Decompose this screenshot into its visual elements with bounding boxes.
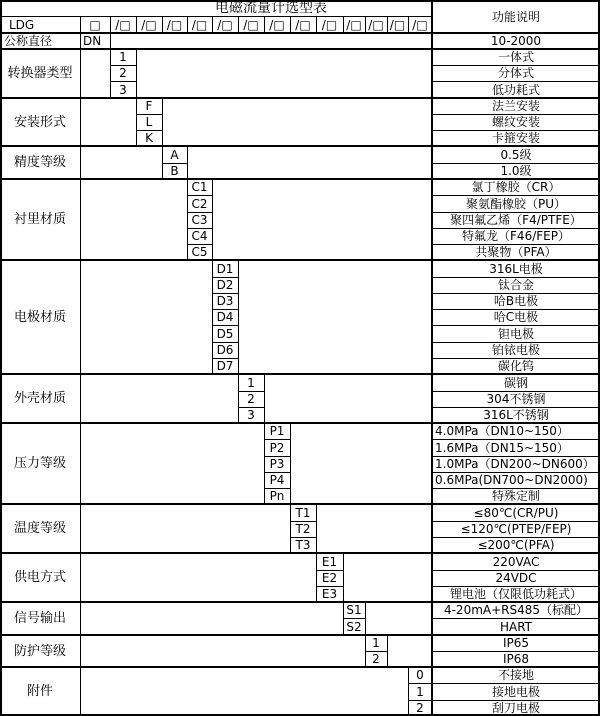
code-box-divider	[136, 114, 162, 115]
option-desc: 螺纹安装	[491, 115, 540, 129]
desc-divider	[432, 586, 600, 587]
model-slot: /□	[141, 17, 157, 32]
option-code: 3	[119, 82, 127, 97]
model-slot: /□	[191, 17, 208, 32]
option-code: 1	[247, 375, 255, 390]
option-desc: 一体式	[497, 50, 534, 64]
option-desc: 0.6MPa(DN700~DN2000)	[435, 473, 588, 487]
option-desc: 碳化钨	[497, 359, 534, 373]
code-box-right-line	[238, 260, 239, 374]
option-desc: 刮刀电极	[491, 701, 540, 715]
code-box-divider	[238, 391, 264, 392]
option-desc: 316L电极	[489, 261, 543, 276]
option-code: E1	[321, 554, 338, 569]
model-slot: /□	[412, 17, 428, 32]
code-box-divider	[212, 293, 238, 294]
option-code: D4	[216, 310, 234, 324]
option-code: T1	[295, 505, 311, 520]
code-box-divider	[162, 163, 187, 164]
model-prefix: LDG	[9, 17, 35, 32]
desc-divider	[432, 358, 600, 359]
desc-divider	[432, 488, 600, 489]
code-box-right-line	[162, 98, 163, 146]
option-desc: ≤80℃(CR/PU)	[473, 505, 559, 520]
option-desc: IP65	[502, 636, 530, 650]
desc-divider	[432, 391, 600, 392]
code-box-right-line	[316, 504, 317, 553]
option-desc: 1.0MPa（DN200~DN600）	[435, 457, 595, 471]
option-desc: 法兰安装	[491, 99, 540, 113]
desc-divider	[432, 325, 600, 326]
code-box-divider	[212, 342, 238, 343]
model-slot: /□	[389, 17, 406, 32]
option-code: C5	[191, 245, 208, 259]
section-label: 外壳材质	[13, 391, 66, 406]
option-desc: 220VAC	[492, 554, 540, 569]
option-code: C2	[191, 196, 208, 211]
section-label: 转换器类型	[7, 66, 73, 81]
option-desc: 氯丁橡胶（CR）	[471, 180, 561, 194]
option-code: D5	[216, 326, 234, 341]
slot-divider	[316, 16, 317, 33]
code-box-divider	[316, 586, 343, 587]
code-box-divider	[316, 570, 343, 571]
model-slot: /□	[321, 17, 338, 32]
section-label: 温度等级	[13, 521, 66, 536]
option-code: C3	[191, 213, 208, 227]
table-title: 电磁流量计选型表	[215, 0, 327, 16]
option-code: 2	[372, 652, 380, 666]
option-code: P2	[269, 440, 285, 455]
option-code: C4	[191, 229, 208, 243]
desc-divider	[432, 114, 600, 115]
option-code: 0	[416, 668, 424, 682]
diameter-desc: 10-2000	[490, 34, 542, 48]
code-box-divider	[365, 651, 387, 652]
model-slot: /□	[115, 17, 131, 32]
model-slot: /□	[295, 17, 311, 32]
code-box-divider	[110, 81, 136, 82]
desc-divider	[432, 130, 600, 131]
option-code: 2	[247, 392, 255, 406]
code-box-divider	[264, 472, 290, 473]
code-box-right-line	[343, 553, 344, 602]
desc-divider	[432, 521, 600, 522]
function-header: 功能说明	[491, 9, 540, 24]
option-desc: 1.0级	[500, 164, 532, 178]
option-code: F	[145, 99, 153, 113]
option-desc: 0.5级	[500, 147, 532, 162]
option-code: C1	[191, 180, 208, 194]
option-code: Pn	[269, 489, 285, 503]
option-desc: 哈C电极	[493, 310, 539, 324]
option-desc: 钛合金	[497, 278, 534, 292]
desc-divider	[432, 700, 600, 701]
option-desc: 卡箍安装	[491, 131, 540, 145]
slot-divider	[264, 16, 265, 33]
code-box-divider	[238, 407, 264, 408]
option-desc: 特氟龙（F46/FEP）	[462, 229, 570, 243]
code-box-right-line	[136, 49, 137, 98]
code-box-divider	[187, 195, 212, 196]
code-box-divider	[212, 309, 238, 310]
option-code: P1	[269, 424, 285, 438]
section-divider	[0, 32, 600, 34]
option-code: P4	[269, 473, 285, 487]
option-desc: 4.0MPa（DN10~150）	[435, 424, 569, 438]
code-box-divider	[187, 212, 212, 213]
option-code: D6	[216, 343, 234, 357]
option-desc: HART	[499, 619, 533, 634]
model-slot: /□	[217, 17, 233, 32]
option-code: D1	[216, 261, 234, 276]
code-box-divider	[290, 521, 316, 522]
option-code: B	[170, 164, 179, 178]
slot-divider	[387, 16, 388, 33]
desc-divider	[432, 537, 600, 538]
desc-divider	[432, 81, 600, 82]
slot-divider	[365, 16, 366, 33]
option-desc: 哈B电极	[493, 294, 539, 308]
code-box-right-line	[387, 635, 388, 667]
option-desc: 铂铱电极	[491, 343, 540, 357]
section-label: 供电方式	[13, 570, 66, 585]
code-box-right-line	[264, 374, 265, 423]
option-code: S1	[346, 603, 362, 617]
desc-divider	[432, 228, 600, 229]
section-label: 信号输出	[13, 611, 66, 626]
model-slot: /□	[368, 17, 384, 32]
slot-divider	[212, 16, 213, 33]
option-code: P3	[269, 457, 285, 471]
desc-divider	[432, 651, 600, 652]
section-label: 电极材质	[13, 309, 66, 325]
desc-divider	[432, 277, 600, 278]
model-slot: /□	[243, 17, 259, 32]
desc-divider	[432, 212, 600, 213]
code-box-divider	[187, 244, 212, 245]
code-box-divider	[264, 439, 290, 440]
code-box-divider	[212, 358, 238, 359]
desc-divider	[432, 244, 600, 245]
desc-divider	[432, 570, 600, 571]
option-code: 1	[372, 636, 380, 650]
desc-divider	[432, 65, 600, 66]
desc-divider	[432, 195, 600, 196]
option-code: D7	[216, 359, 234, 373]
option-desc: 聚氨酯橡胶（PU）	[465, 196, 567, 211]
code-box-divider	[212, 325, 238, 326]
option-desc: 304不锈钢	[486, 392, 546, 406]
section-label: 衬里材质	[13, 212, 66, 227]
option-desc: 1.6MPa（DN15~150）	[435, 440, 569, 455]
option-desc: 低功耗式	[491, 82, 540, 97]
section-label: 安装形式	[13, 114, 66, 130]
option-desc: 聚四氟乙烯（F4/PTFE）	[450, 213, 582, 227]
option-code: D3	[216, 294, 234, 308]
diameter-label: 公称直径	[4, 34, 53, 48]
option-code: D2	[216, 278, 234, 292]
slot-divider	[187, 16, 188, 33]
desc-divider	[432, 407, 600, 408]
desc-divider	[432, 439, 600, 440]
slot-divider	[408, 16, 409, 33]
code-box-divider	[343, 618, 365, 619]
section-label: 附件	[26, 684, 53, 699]
option-desc: 24VDC	[495, 571, 537, 585]
section-label: 精度等级	[13, 155, 66, 170]
option-code: 3	[247, 408, 255, 422]
option-desc: 接地电极	[491, 684, 540, 699]
slot-divider	[136, 16, 137, 33]
option-code: E2	[321, 571, 338, 585]
option-desc: 钽电极	[497, 326, 534, 341]
code-box-right-line	[212, 179, 213, 260]
code-box-divider	[264, 456, 290, 457]
option-code: A	[170, 147, 179, 162]
code-box-divider	[264, 488, 290, 489]
slot-divider	[343, 16, 344, 33]
code-box-right-line	[365, 602, 366, 635]
code-box-divider	[212, 277, 238, 278]
option-code: S2	[346, 619, 362, 634]
desc-divider	[432, 293, 600, 294]
section-label: 压力等级	[13, 456, 66, 471]
option-desc: 分体式	[497, 66, 534, 80]
option-desc: 特殊定制	[491, 489, 540, 503]
option-desc: IP68	[502, 652, 530, 666]
model-slot: /□	[346, 17, 362, 32]
option-code: K	[145, 131, 153, 145]
option-code: 2	[119, 66, 127, 80]
code-box-divider	[110, 65, 136, 66]
slot-divider	[290, 16, 291, 33]
desc-divider	[432, 472, 600, 473]
code-box-divider	[408, 700, 432, 701]
code-box-divider	[187, 228, 212, 229]
code-box-divider	[408, 683, 432, 684]
slot-divider	[238, 16, 239, 33]
option-desc: ≤200℃(PFA)	[477, 538, 555, 552]
code-box-divider	[136, 130, 162, 131]
option-code: 1	[416, 684, 424, 699]
option-code: E3	[321, 587, 338, 601]
diameter-code: DN	[83, 34, 102, 48]
model-slot: /□	[269, 17, 285, 32]
option-desc: ≤120℃(PTEP/FEP)	[460, 522, 572, 536]
option-code: 2	[416, 701, 424, 715]
option-code: L	[145, 115, 153, 129]
desc-divider	[432, 683, 600, 684]
desc-divider	[432, 309, 600, 310]
option-desc: 碳钢	[503, 375, 528, 390]
model-base-box: □	[89, 17, 101, 32]
section-label: 防护等级	[13, 643, 66, 659]
label-column-line	[80, 16, 81, 716]
desc-divider	[432, 163, 600, 164]
slot-divider	[162, 16, 163, 33]
desc-divider	[432, 618, 600, 619]
code-box-divider	[290, 537, 316, 538]
option-code: T2	[295, 522, 311, 536]
desc-divider	[432, 342, 600, 343]
option-desc: 锂电池（仅限低功耗式）	[449, 587, 582, 601]
model-slot: /□	[166, 17, 183, 32]
code-box-right-line	[290, 423, 291, 504]
code-box-right-line	[187, 146, 188, 179]
option-desc: 不接地	[497, 668, 534, 682]
option-desc: 4-20mA+RS485（标配）	[443, 603, 589, 617]
option-code: 1	[119, 50, 127, 64]
option-desc: 共聚物（PFA）	[475, 245, 557, 259]
option-code: T3	[295, 538, 311, 552]
desc-divider	[432, 456, 600, 457]
option-desc: 316L不锈钢	[483, 408, 549, 422]
